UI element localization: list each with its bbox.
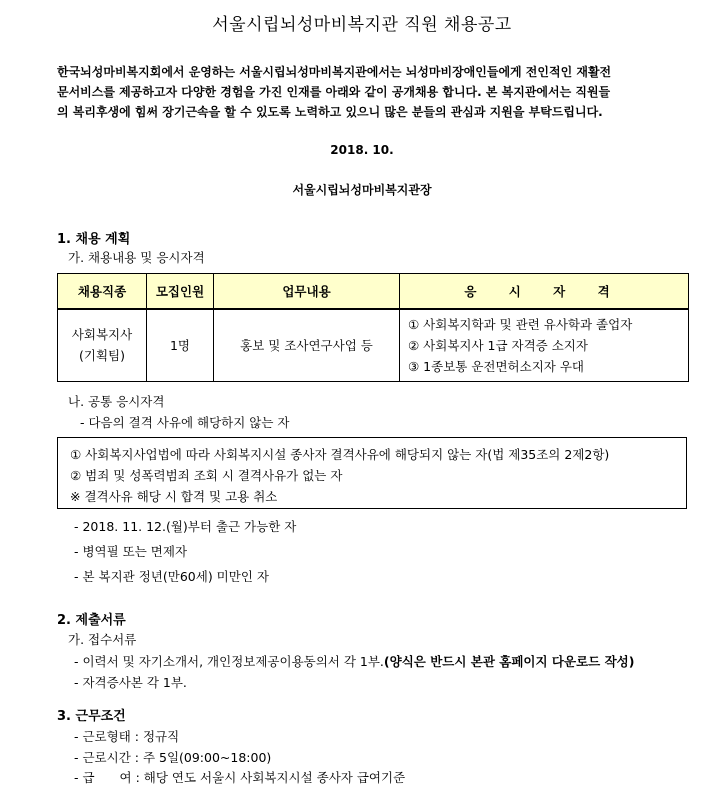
header-job: 채용직종: [58, 274, 147, 310]
cell-duty: 홍보 및 조사연구사업 등: [214, 309, 400, 381]
box-item: ② 범죄 및 성폭력범죄 조회 시 결격사유가 없는 자: [70, 468, 343, 483]
section-2-title: 2. 제출서류: [57, 613, 126, 628]
intro-line: 문서비스를 제공하고자 다양한 경험을 가진 인재를 아래와 같이 공개채용 합니다. 본 복지관에서는 직원들: [57, 85, 611, 99]
intro-paragraph: [57, 62, 673, 122]
qualification-item: ② 사회복지사 1급 자격증 소지자: [408, 337, 588, 353]
qualification-item: ③ 1종보통 운전면허소지자 우대: [408, 358, 584, 374]
header-duty: 업무내용: [214, 274, 400, 310]
section-1b-line: - 다음의 결격 사유에 해당하지 않는 자: [80, 415, 290, 430]
section-1b-title: 나. 공통 응시자격: [68, 394, 165, 409]
condition-line: - 2018. 11. 12.(월)부터 출근 가능한 자: [74, 519, 297, 534]
recruitment-table: [57, 273, 689, 382]
disqualification-box: [57, 437, 687, 509]
organization-head: 서울시립뇌성마비복지관장: [292, 183, 432, 197]
documents-text: - 이력서 및 자기소개서, 개인정보제공이용동의서 각 1부.: [74, 654, 384, 669]
work-condition-line: - 근로형태 : 정규직: [74, 729, 180, 744]
documents-line: [74, 652, 634, 670]
box-item: ※ 결격사유 해당 시 합격 및 고용 취소: [70, 489, 278, 504]
cell-job: [58, 309, 147, 381]
section-3-title: 3. 근무조건: [57, 709, 126, 724]
box-item: ① 사회복지사업법에 따라 사회복지시설 종사자 결격사유에 해당되지 않는 자(법 제35조의 2제2항): [70, 447, 610, 462]
documents-line: - 자격증사본 각 1부.: [74, 675, 187, 690]
intro-line: 의 복리후생에 힘써 장기근속을 할 수 있도록 노력하고 있으니 많은 분들의 관심과 지원을 부탁드립니다.: [57, 105, 603, 119]
work-condition-line: - 근로시간 : 주 5일(09:00~18:00): [74, 750, 272, 765]
section-1a-title: 가. 채용내용 및 응시자격: [68, 250, 205, 265]
work-condition-line: - 급 여 : 해당 연도 서울시 사회복지시설 종사자 급여기준: [74, 770, 406, 785]
cell-qualifications: [400, 309, 689, 381]
job-team: (기획팀): [79, 348, 125, 364]
header-count: 모집인원: [147, 274, 214, 310]
condition-line: - 병역필 또는 면제자: [74, 544, 188, 559]
job-title: 사회복지사: [71, 327, 133, 343]
table-header-row: [58, 274, 689, 310]
condition-line: - 본 복지관 정년(만60세) 미만인 자: [74, 569, 269, 584]
page-title: 서울시립뇌성마비복지관 직원 채용공고: [212, 15, 512, 35]
cell-count: 1명: [147, 309, 214, 381]
notice-date: 2018. 10.: [330, 143, 394, 157]
qualification-item: ① 사회복지학과 및 관련 유사학과 졸업자: [408, 316, 633, 332]
section-1-title: 1. 채용 계획: [57, 232, 131, 247]
section-2a-title: 가. 접수서류: [68, 632, 137, 647]
table-row: [58, 309, 689, 381]
header-qualifications: 응 시 자 격: [400, 274, 689, 310]
documents-note: (양식은 반드시 본관 홈페이지 다운로드 작성): [383, 654, 635, 669]
intro-line: 한국뇌성마비복지회에서 운영하는 서울시립뇌성마비복지관에서는 뇌성마비장애인들에게 전인적인 재활전: [57, 65, 612, 79]
